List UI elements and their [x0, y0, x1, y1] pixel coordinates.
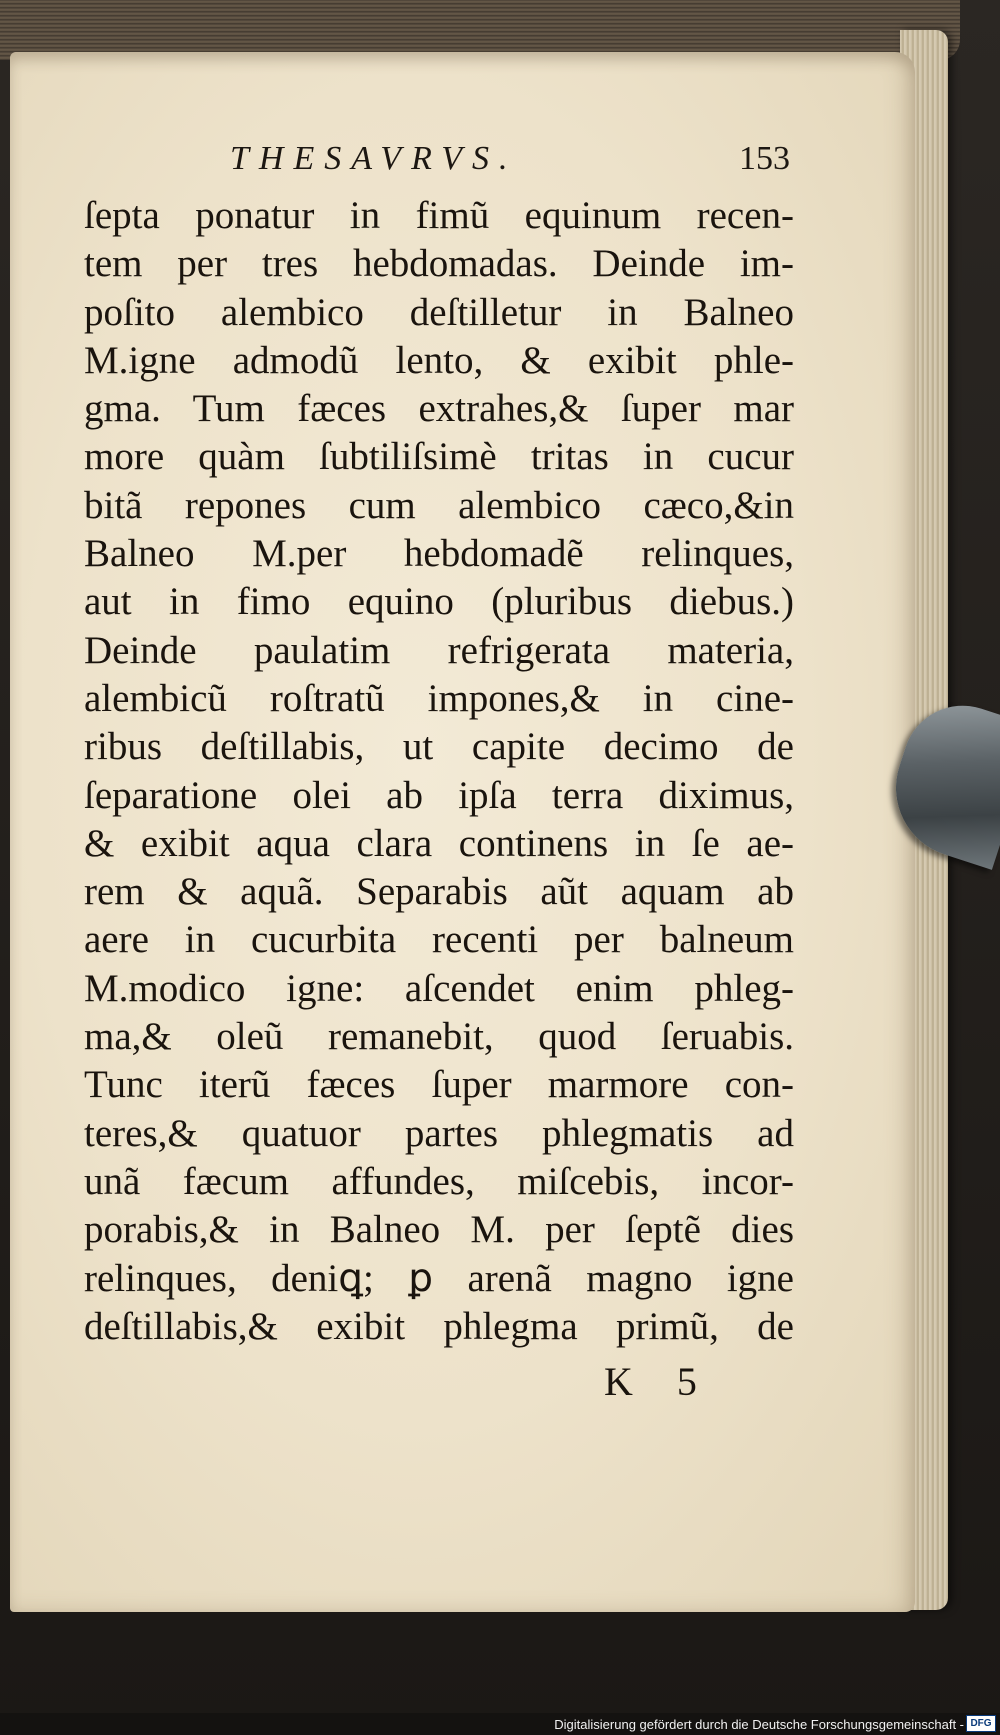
text-line: M.igne admodũ lento, & exibit phle-: [84, 338, 794, 382]
text-line: aut in fimo equino (pluribus diebus.): [84, 580, 794, 624]
text-line: aere in cucurbita recenti per balneum: [84, 918, 794, 962]
text-line: ſeparatione olei ab ipſa terra diximus,: [84, 773, 794, 817]
text-line: ma,& oleũ remanebit, quod ſeruabis.: [84, 1015, 794, 1059]
text-line: ribus deſtillabis, ut capite decimo de: [84, 725, 794, 769]
text-line: unã fæcum affundes, miſcebis, incor-: [84, 1159, 794, 1203]
page-block-top-edge: [0, 0, 960, 60]
text-line: more quàm ſubtiliſsimè tritas in cucur: [84, 435, 794, 479]
text-line: deſtillabis,& exibit phlegma primũ, de: [84, 1304, 794, 1348]
text-line: gma. Tum fæces extrahes,& ſuper mar: [84, 387, 794, 431]
text-line: Deinde paulatim refrigerata materia,: [84, 628, 794, 672]
text-line: porabis,& in Balneo M. per ſeptẽ dies: [84, 1208, 794, 1252]
footer-credit: Digitalisierung gefördert durch die Deutsche Forschungsgemeinschaft -: [554, 1717, 964, 1732]
text-line: Tunc iterũ fæces ſuper marmore con-: [84, 1063, 794, 1107]
text-line: relinques, deniꝗ; ꝑ arenã magno igne: [84, 1256, 794, 1300]
text-line: teres,& quatuor partes phlegmatis ad: [84, 1111, 794, 1155]
footer-bar: [0, 1713, 1000, 1735]
page-header: [230, 140, 790, 188]
text-line: rem & aquã. Separabis aũt aquam ab: [84, 870, 794, 914]
text-line: tem per tres hebdomadas. Deinde im-: [84, 242, 794, 286]
signature-mark: K 5: [604, 1359, 697, 1404]
text-line: bitã repones cum alembico cæco,&in: [84, 483, 794, 527]
text-line: poſito alembico deſtilletur in Balneo: [84, 290, 794, 334]
text-line: ſepta ponatur in fimũ equinum recen-: [84, 194, 794, 237]
text-line: M.modico igne: aſcendet enim phleg-: [84, 966, 794, 1010]
text-line: alembicũ roſtratũ impones,& in cine-: [84, 676, 794, 720]
text-line: & exibit aqua clara continens in ſe ae-: [84, 821, 794, 865]
page-number: 153: [739, 140, 790, 177]
dfg-logo-icon: DFG: [966, 1715, 996, 1732]
running-title: THESAVRVS.: [230, 140, 518, 177]
text-line: Balneo M.per hebdomadẽ relinques,: [84, 532, 794, 576]
body-text: [84, 192, 794, 1351]
